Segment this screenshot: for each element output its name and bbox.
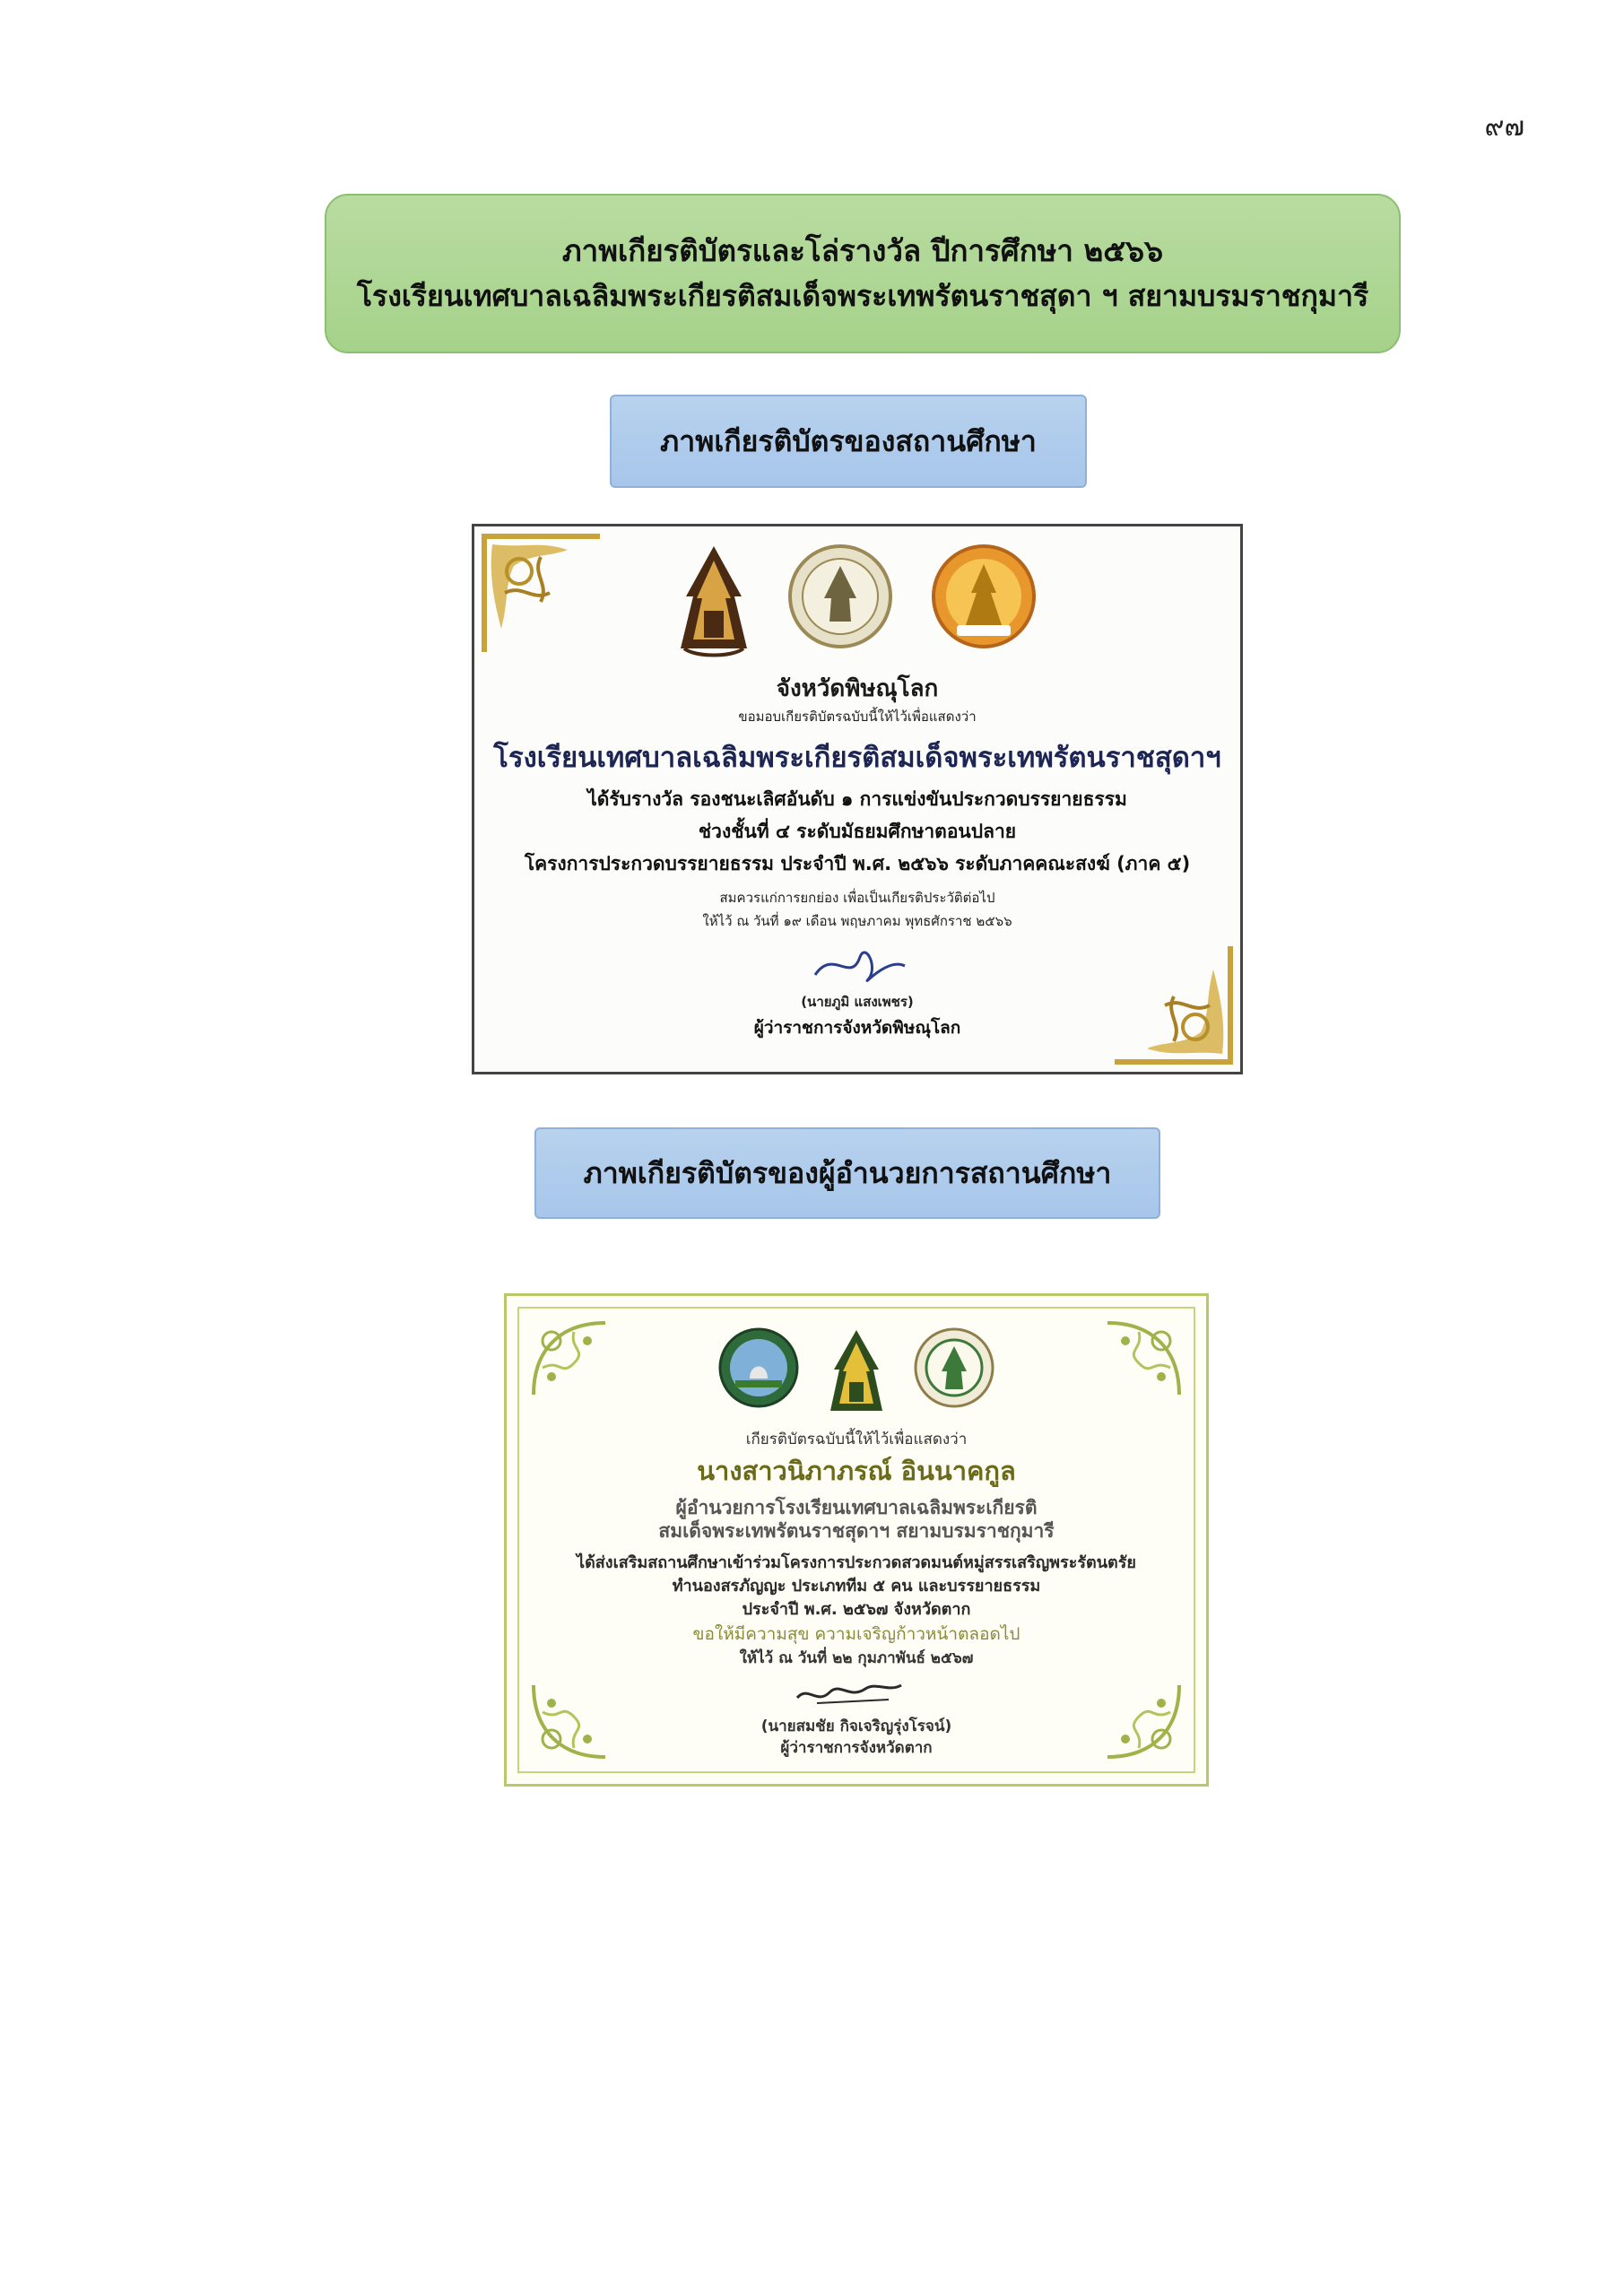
cert1-praise: สมควรแก่การยกย่อง เพื่อเป็นเกียรติประวัติต่อไป — [719, 890, 995, 906]
title-line-2: โรงเรียนเทศบาลเฉลิมพระเกียรติสมเด็จพระเทพรัตนราชสุดา ฯ สยามบรมราชกุมารี — [356, 279, 1369, 313]
cert1-award-line-3: โครงการประกวดบรรยายธรรม ประจำปี พ.ศ. ๒๕๖๖ ระดับภาคคณะสงฆ์ (ภาค ๕) — [524, 853, 1191, 874]
cert2-position-line-1: ผู้อำนวยการโรงเรียนเทศบาลเฉลิมพระเกียรติ — [675, 1497, 1038, 1518]
education-seal-icon — [786, 543, 894, 650]
cert2-intro: เกียรติบัตรฉบับนี้ให้ไว้เพื่อแสดงว่า — [745, 1431, 968, 1448]
cert2-signer-name: (นายสมชัย กิจเจริญรุ่งโรจน์) — [760, 1718, 952, 1735]
cert1-province: จังหวัดพิษณุโลก — [776, 675, 939, 702]
cert2-position-line-2: สมเด็จพระเทพรัตนราชสุดาฯ สยามบรมราชกุมารี — [658, 1520, 1055, 1542]
title-line-1: ภาพเกียรติบัตรและโล่รางวัล ปีการศึกษา ๒๕๖๖ — [561, 233, 1164, 268]
page-title-banner — [325, 194, 1401, 353]
cert1-date: ให้ไว้ ณ วันที่ ๑๙ เดือน พฤษภาคม พุทธศักราช ๒๕๖๖ — [702, 913, 1012, 929]
cert2-recipient: นางสาวนิภาภรณ์ อินนาคกูล — [697, 1456, 1016, 1486]
cert2-date: ให้ไว้ ณ วันที่ ๒๒ กุมภาพันธ์ ๒๕๖๗ — [739, 1649, 974, 1667]
cert1-signer-name: (นายภูมิ แสงเพชร) — [801, 994, 914, 1010]
page-number: ๙๗ — [1484, 111, 1524, 143]
cert1-award-line-2: ช่วงชั้นที่ ๔ ระดับมัธยมศึกษาตอนปลาย — [698, 821, 1017, 842]
thai-temple-emblem-icon — [827, 1326, 886, 1420]
section-label-director-certificate: ภาพเกียรติบัตรของผู้อำนวยการสถานศึกษา — [534, 1127, 1160, 1219]
cert2-emblems — [507, 1326, 1206, 1420]
cert2-body-line-1: ได้ส่งเสริมสถานศึกษาเข้าร่วมโครงการประกวดสวดมนต์หมู่สรรเสริญพระรัตนตรัย — [577, 1553, 1136, 1572]
cert1-signature — [806, 939, 914, 993]
cert2-signer-title: ผู้ว่าราชการจังหวัดตาก — [780, 1739, 933, 1757]
phitsanulok-province-seal-icon — [930, 543, 1038, 650]
section-label-school-certificate: ภาพเกียรติบัตรของสถานศึกษา — [610, 395, 1087, 488]
tak-province-seal-icon — [717, 1326, 800, 1409]
director-certificate-image — [504, 1293, 1209, 1787]
cert1-intro: ขอมอบเกียรติบัตรฉบับนี้ให้ไว้เพื่อแสดงว่า — [738, 709, 977, 725]
cert2-signature — [790, 1673, 907, 1712]
certificate-emblems — [474, 543, 1240, 659]
education-seal-icon — [913, 1326, 995, 1409]
cert2-body-line-3: ประจำปี พ.ศ. ๒๕๖๗ จังหวัดตาก — [742, 1600, 971, 1619]
cert1-recipient: โรงเรียนเทศบาลเฉลิมพระเกียรติสมเด็จพระเทพรัตนราชสุดาฯ — [493, 742, 1221, 774]
school-certificate-image — [472, 524, 1243, 1074]
cert1-award-line-1: ได้รับรางวัล รองชนะเลิศอันดับ ๑ การแข่งขันประกวดบรรยายธรรม — [587, 788, 1127, 810]
thai-temple-emblem-icon — [677, 543, 751, 659]
cert2-body-line-2: ทำนองสรภัญญะ ประเภททีม ๕ คน และบรรยายธรรม — [672, 1577, 1041, 1596]
cert2-wish: ขอให้มีความสุข ความเจริญก้าวหน้าตลอดไป — [692, 1624, 1020, 1644]
cert1-signer-title: ผู้ว่าราชการจังหวัดพิษณุโลก — [753, 1018, 961, 1038]
